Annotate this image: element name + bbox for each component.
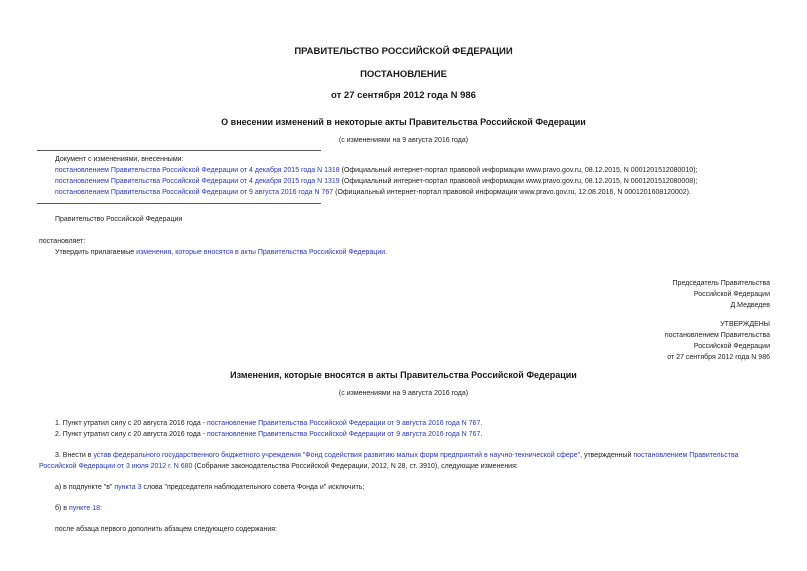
document-title: О внесении изменений в некоторые акты Правительства Российской Федерации bbox=[221, 117, 586, 127]
paragraph-1: 1. Пункт утратил силу с 20 августа 2016 года - постановление Правительства Российской Федерации от 9 августа 2016 года N 767. bbox=[55, 420, 483, 427]
divider-bottom bbox=[37, 203, 321, 204]
signature-position-2: Российской Федерации bbox=[693, 291, 770, 298]
approved-heading: УТВЕРЖДЕНЫ bbox=[720, 321, 770, 328]
approve-paragraph: Утвердить прилагаемые изменения, которые вносятся в акты Правительства Российской Федерации. bbox=[55, 249, 388, 256]
paragraph-3-line-2: Российской Федерации от 3 июля 2012 г. N 680 (Собрание законодательства Российской Федерации, 2012, N 28, ст. 3910), следующие изменения: bbox=[39, 463, 518, 470]
paragraph-3-line-1: 3. Внести в устав федерального государственного бюджетного учреждения "Фонд содействия развитию малых форм предприятий в научно-технической сфере", утвержденный постановлением Правительства bbox=[55, 452, 739, 459]
changes-intro: Документ с изменениями, внесенными: bbox=[55, 156, 184, 163]
approved-line: Российской Федерации bbox=[693, 343, 770, 350]
repeal-act-link[interactable]: постановление Правительства Российской Федерации от 9 августа 2016 года N 767 bbox=[206, 420, 481, 427]
subparagraph-a: а) в подпункте "в" пункта 3 слова "председателя наблюдательного совета Фонда и" исключить; bbox=[55, 484, 365, 491]
document-date-number: от 27 сентября 2012 года N 986 bbox=[331, 90, 476, 101]
changes-item: постановлением Правительства Российской Федерации от 9 августа 2016 года N 767 (Официальный интернет-портал правовой информации www.pravo.gov.ru, 12.08.2016, N 0001201608120002). bbox=[55, 189, 691, 196]
signature-name: Д.Медведев bbox=[730, 302, 770, 309]
changes-item: постановлением Правительства Российской Федерации от 4 декабря 2015 года N 1318 (Официальный интернет-портал правовой информации www.pravo.gov.ru, 08.12.2015, N 0001201512080010); bbox=[55, 167, 698, 174]
changes-section-title: Изменения, которые вносятся в акты Правительства Российской Федерации bbox=[230, 370, 577, 380]
amendment-note: (с изменениями на 9 августа 2016 года) bbox=[338, 137, 469, 144]
changes-link[interactable]: изменения, которые вносятся в акты Правительства Российской Федерации bbox=[136, 249, 386, 256]
government-rf-text: Правительство Российской Федерации bbox=[55, 216, 183, 223]
amending-act-link[interactable]: постановлением Правительства Российской Федерации от 4 декабря 2015 года N 1319 bbox=[55, 178, 340, 185]
repeal-act-link[interactable]: постановление Правительства Российской Федерации от 9 августа 2016 года N 767 bbox=[206, 431, 481, 438]
document-type: ПОСТАНОВЛЕНИЕ bbox=[360, 69, 447, 80]
charter-link[interactable]: устав федерального государственного бюджетного учреждения "Фонд содействия развитию малых форм предприятий в научно-технической сфере" bbox=[93, 452, 581, 459]
decree-680-link[interactable]: постановлением Правительства bbox=[633, 452, 739, 459]
changes-amendment-note: (с изменениями на 9 августа 2016 года) bbox=[338, 390, 469, 397]
subparagraph-b: б) в пункте 18: bbox=[55, 505, 102, 512]
amending-act-link[interactable]: постановлением Правительства Российской Федерации от 9 августа 2016 года N 767 bbox=[55, 189, 334, 196]
divider-top bbox=[37, 150, 321, 151]
decrees-text: постановляет: bbox=[39, 238, 86, 245]
paragraph-2: 2. Пункт утратил силу с 20 августа 2016 года - постановление Правительства Российской Федерации от 9 августа 2016 года N 767. bbox=[55, 431, 483, 438]
amending-act-link[interactable]: постановлением Правительства Российской Федерации от 4 декабря 2015 года N 1318 bbox=[55, 167, 340, 174]
changes-item: постановлением Правительства Российской Федерации от 4 декабря 2015 года N 1319 (Официальный интернет-портал правовой информации www.pravo.gov.ru, 08.12.2015, N 0001201512080008); bbox=[55, 178, 698, 185]
approved-line: постановлением Правительства bbox=[664, 332, 770, 339]
clause-18-link[interactable]: пункте 18 bbox=[68, 505, 101, 512]
last-paragraph: после абзаца первого дополнить абзацем следующего содержания: bbox=[55, 526, 277, 533]
approved-line: от 27 сентября 2012 года N 986 bbox=[667, 354, 770, 361]
clause-3-link[interactable]: пункта 3 bbox=[114, 484, 142, 491]
signature-position: Председатель Правительства bbox=[672, 280, 770, 287]
government-heading: ПРАВИТЕЛЬСТВО РОССИЙСКОЙ ФЕДЕРАЦИИ bbox=[294, 46, 513, 57]
decree-680-link[interactable]: Российской Федерации от 3 июля 2012 г. N 680 bbox=[39, 463, 193, 470]
